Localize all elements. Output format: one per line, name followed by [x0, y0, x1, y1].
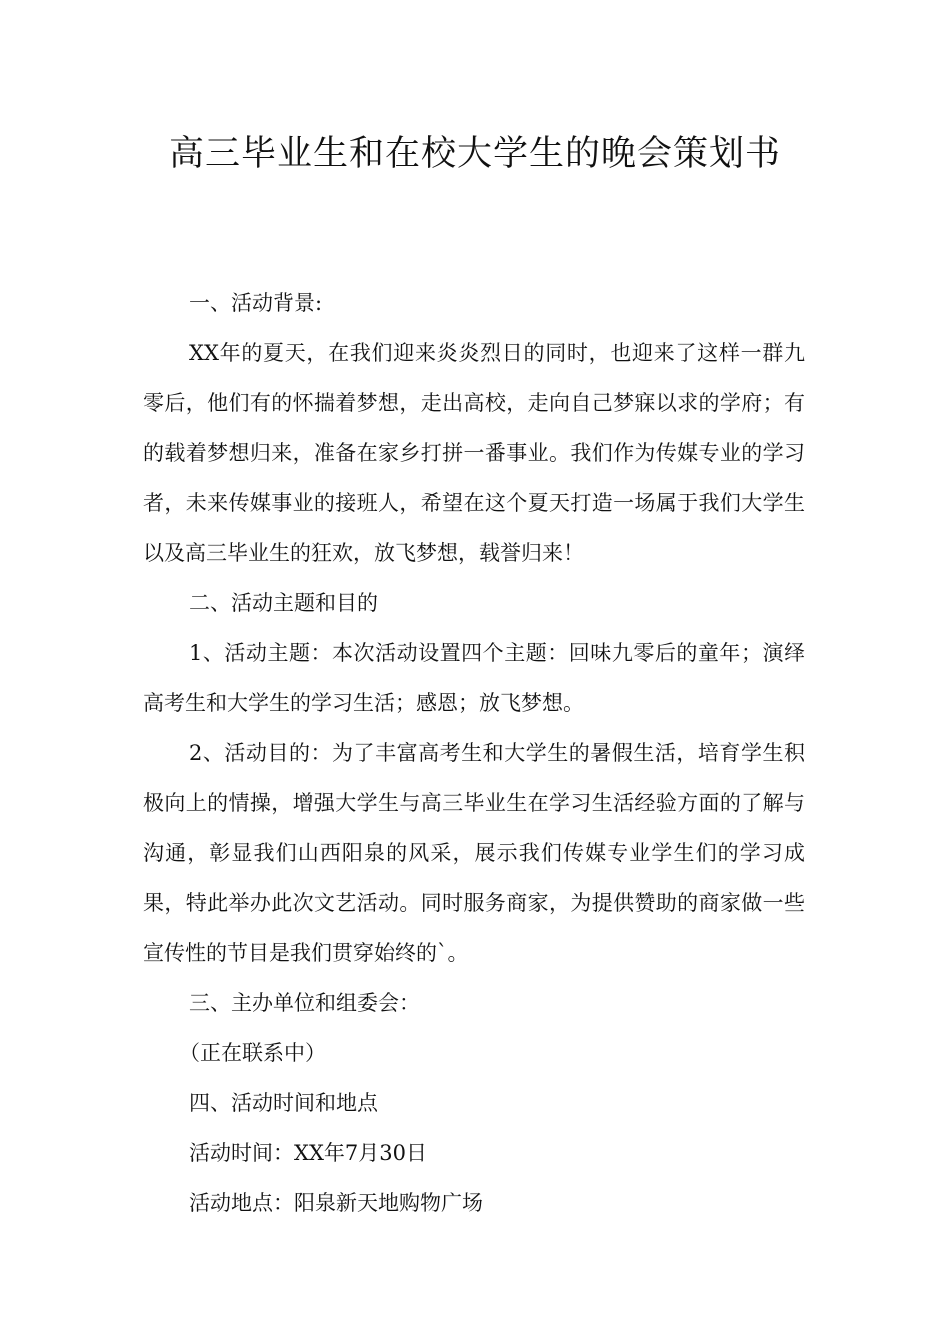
organizers-status: （正在联系中） — [179, 1041, 326, 1065]
document-body — [143, 278, 805, 1228]
section-heading-background: 一、活动背景: — [189, 291, 323, 315]
event-location: 活动地点：阳泉新天地购物广场 — [189, 1191, 483, 1215]
theme-paragraph: 1、活动主题：本次活动设置四个主题：回味九零后的童年；演绎高考生和大学生的学习生活；感恩；放飞梦想。 — [143, 641, 805, 715]
section-heading-time-place: 四、活动时间和地点 — [189, 1091, 378, 1115]
event-time: 活动时间：XX年7月30日 — [189, 1141, 427, 1165]
document-title: 高三毕业生和在校大学生的晚会策划书 — [168, 134, 781, 174]
section-heading-theme-purpose: 二、活动主题和目的 — [189, 591, 378, 615]
section-heading-organizers: 三、主办单位和组委会： — [189, 991, 420, 1015]
background-paragraph: XX年的夏天，在我们迎来炎炎烈日的同时，也迎来了这样一群九零后，他们有的怀揣着梦想，走出高校，走向自己梦寐以求的学府；有的载着梦想归来，准备在家乡打拼一番事业。我们作为传媒专业的学习者，未来传媒事业的接班人，希望在这个夏天打造一场属于我们大学生以及高三毕业生的狂欢，放飞梦想，载誉归来！ — [143, 341, 805, 565]
purpose-paragraph: 2、活动目的：为了丰富高考生和大学生的暑假生活，培育学生积极向上的情操，增强大学生与高三毕业生在学习生活经验方面的了解与沟通，彰显我们山西阳泉的风采，展示我们传媒专业学生们的学习成果，特此举办此次文艺活动。同时服务商家，为提供赞助的商家做一些宣传性的节目是我们贯穿始终的`。 — [143, 741, 805, 965]
